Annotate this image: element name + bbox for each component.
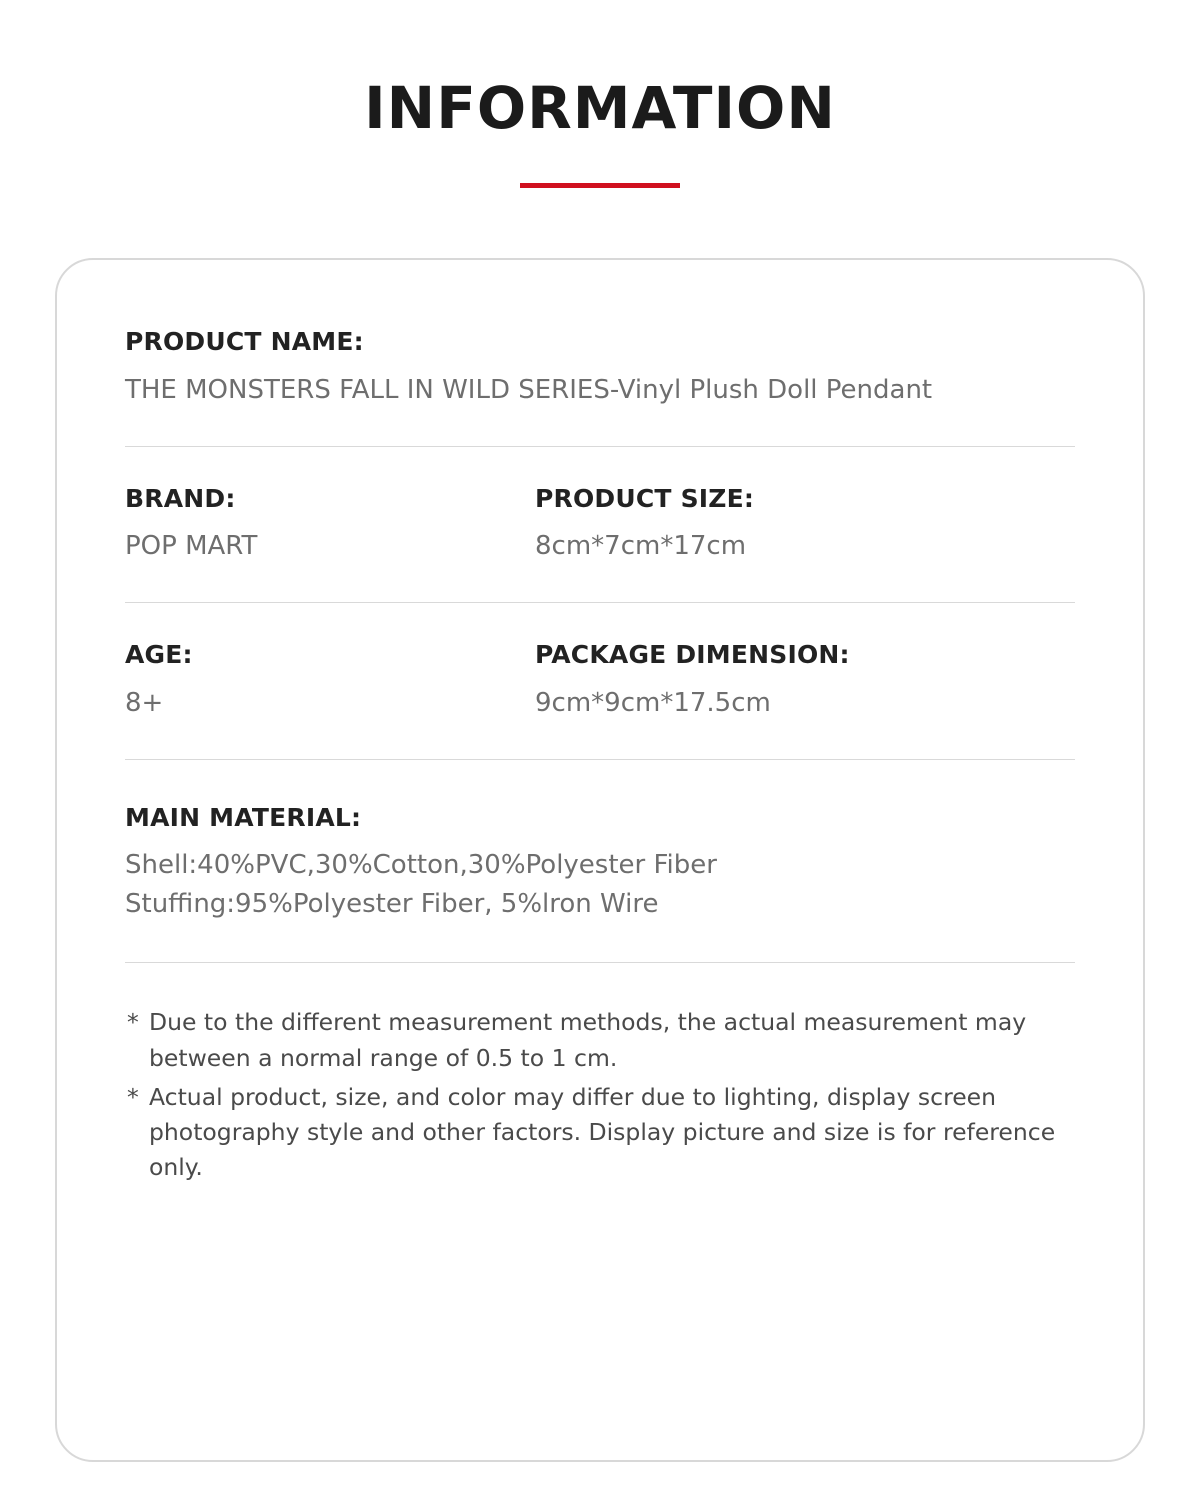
age-label: AGE: [125,640,193,670]
information-card [55,258,1145,1462]
brand-label: BRAND: [125,483,236,513]
divider-4 [125,962,1075,963]
note-item [127,1080,1075,1186]
main-material-line-1: Shell:40%PVC,30%Cotton,30%Polyester Fiber [125,850,717,881]
package-dimension-value: 9cm*9cm*17.5cm [535,687,771,718]
title-underline [520,183,680,188]
product-name-label: PRODUCT NAME: [125,327,364,356]
product-size-label: PRODUCT SIZE: [535,483,755,513]
note-star-icon: * [127,1082,139,1111]
main-material-value [125,846,1075,924]
brand-value: POP MART [125,531,258,562]
note-text-1: Due to the different measurement methods, the actual measurement may between a normal range of 0.5 to 1 cm. [149,1008,1027,1072]
package-dimension-cell [535,641,1075,721]
age-package-row [125,641,1075,721]
page-title: INFORMATION [364,74,836,142]
product-size-value: 8cm*7cm*17cm [535,531,747,562]
brand-cell [125,485,535,565]
age-cell [125,641,535,721]
note-star-icon: * [127,1008,139,1037]
main-material-row [125,804,1075,925]
notes-section [125,1005,1075,1185]
product-size-cell [535,485,1075,565]
brand-size-row [125,485,1075,565]
age-value: 8+ [125,687,164,718]
package-dimension-label: PACKAGE DIMENSION: [535,640,850,670]
main-material-label: MAIN MATERIAL: [125,802,362,832]
product-name-value: THE MONSTERS FALL IN WILD SERIES-Vinyl Plush Doll Pendant [125,374,933,405]
product-name-row [125,328,1075,408]
note-item [127,1005,1075,1076]
note-text-2: Actual product, size, and color may differ due to lighting, display screen photography style and other factors. Display picture and size is for reference only. [149,1082,1056,1182]
main-material-line-2: Stuffing:95%Polyester Fiber, 5%lron Wire [125,889,659,920]
